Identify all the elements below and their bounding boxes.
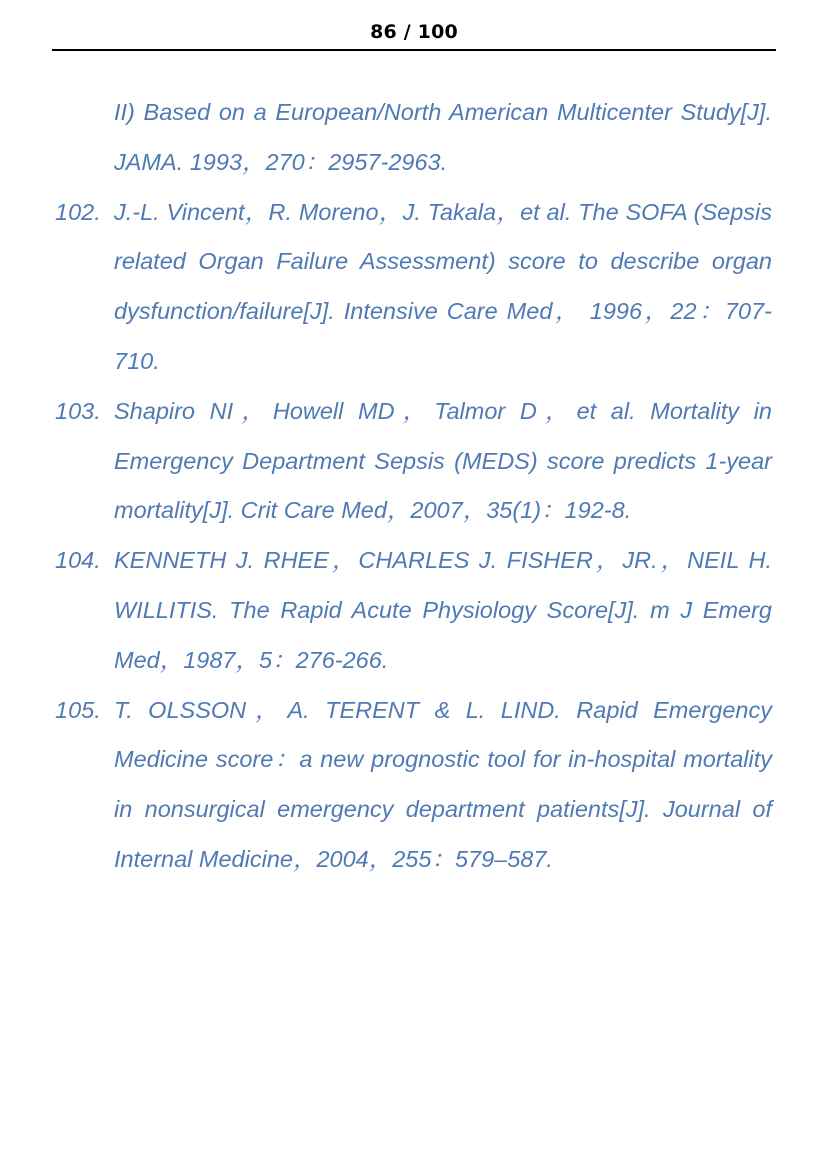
reference-item-103 [0,387,827,536]
reference-item-102 [0,188,827,387]
reference-number: 103. [55,397,101,424]
reference-item-104 [0,536,827,685]
reference-text: T. OLSSON，A. TERENT & L. LIND. Rapid Emergency Medicine score：a new prognostic tool for in-hospital mortality in nonsurgical emergency department patients[J]. Journal of Internal Medicine，2004，255：579–587. [114,696,772,872]
reference-item-105 [0,686,827,885]
reference-item-101-continued [0,88,827,188]
reference-number: 102. [55,198,101,225]
page-number: 86 / 100 [370,21,458,43]
reference-list [0,88,827,885]
reference-number: 104. [55,547,101,574]
reference-text: J.-L. Vincent，R. Moreno，J. Takala，et al. The SOFA (Sepsis related Organ Failure Assessment) score to describe organ dysfunction/failure[J]. Intensive Care Med， 1996，22：707-710. [114,198,772,374]
reference-text: II) Based on a European/North American Multicenter Study[J]. JAMA. 1993，270：2957-2963. [114,99,772,175]
reference-text: KENNETH J. RHEE，CHARLES J. FISHER，JR.，NEIL H. WILLITIS. The Rapid Acute Physiology Score[J]. m J Emerg Med，1987，5：276-266. [114,547,772,673]
page-header [52,20,776,51]
reference-text: Shapiro NI，Howell MD，Talmor D，et al. Mortality in Emergency Department Sepsis (MEDS) score predicts 1-year mortality[J]. Crit Care Med，2007，35(1)：192-8. [114,397,772,524]
reference-number: 105. [55,696,101,723]
